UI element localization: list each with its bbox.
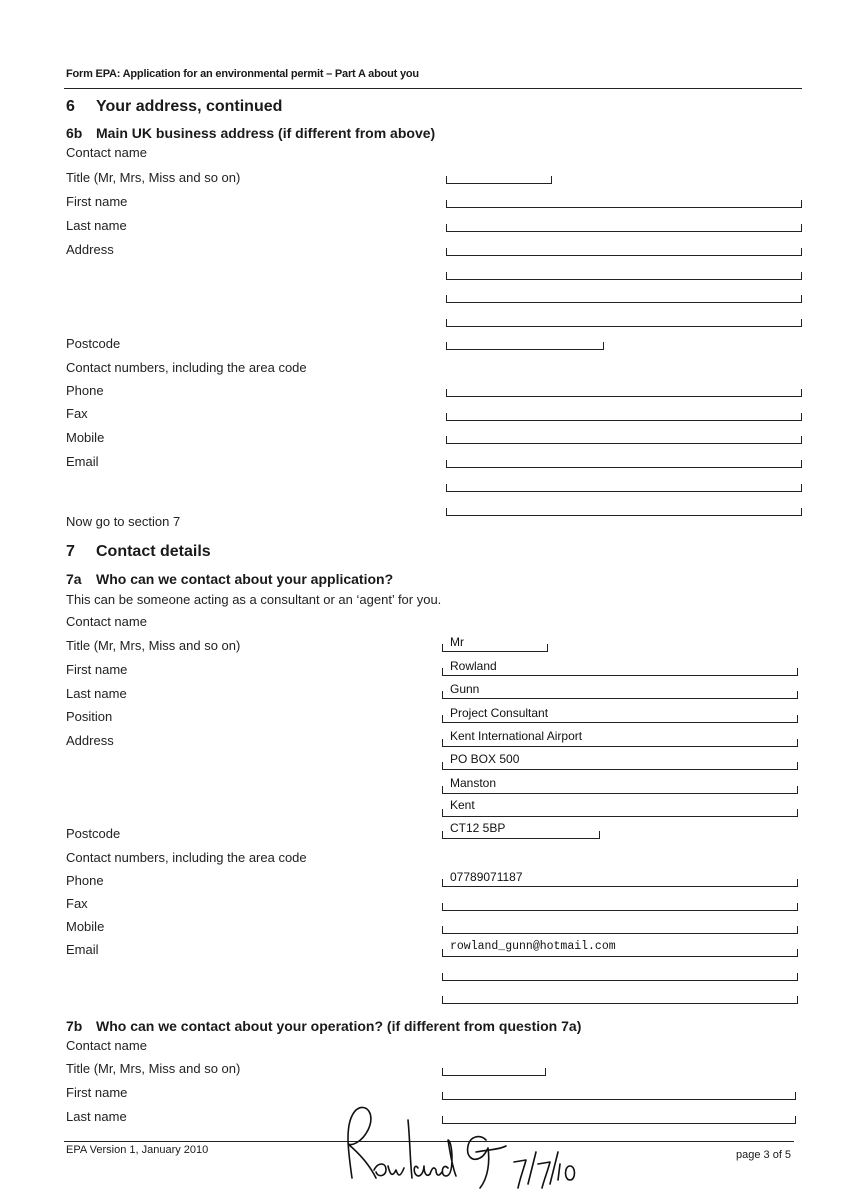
7a-title-label: Title (Mr, Mrs, Miss and so on) (66, 638, 241, 653)
6b-title-label: Title (Mr, Mrs, Miss and so on) (66, 170, 241, 185)
6b-fax-label: Fax (66, 406, 88, 421)
6b-address-field-3[interactable] (446, 295, 802, 303)
7a-intro-text: This can be someone acting as a consultant or an ‘agent’ for you. (66, 592, 442, 607)
6b-first-name-label: First name (66, 194, 128, 209)
7a-last-name-value: Gunn (450, 682, 480, 696)
7a-address-label: Address (66, 733, 114, 748)
7b-first-name-field[interactable] (442, 1092, 796, 1100)
7a-last-name-label: Last name (66, 686, 127, 701)
7a-postcode-label: Postcode (66, 826, 121, 841)
7b-contact-name-label: Contact name (66, 1038, 147, 1053)
7a-postcode-value: CT12 5BP (450, 821, 506, 835)
7a-mobile-label: Mobile (66, 919, 105, 934)
7a-position-label: Position (66, 709, 113, 724)
6b-goto-note: Now go to section 7 (66, 514, 181, 529)
footer-version: EPA Version 1, January 2010 (66, 1144, 209, 1156)
6b-email-field-1[interactable] (446, 460, 802, 468)
7a-last-name-field[interactable] (442, 691, 798, 699)
6b-email-label: Email (66, 454, 99, 469)
7a-first-name-value: Rowland (450, 659, 497, 673)
7a-contact-numbers-label: Contact numbers, including the area code (66, 850, 307, 865)
header-rule (64, 88, 802, 89)
6b-contact-name-label: Contact name (66, 145, 147, 160)
7b-last-name-label: Last name (66, 1109, 127, 1124)
6b-postcode-label: Postcode (66, 336, 121, 351)
7a-address-value-1: Kent International Airport (450, 729, 583, 743)
7a-fax-label: Fax (66, 896, 88, 911)
6b-title-field[interactable] (446, 176, 552, 184)
7a-title-value: Mr (450, 635, 464, 649)
subsection-number: 7b (66, 1018, 83, 1034)
section-title: Contact details (96, 543, 211, 560)
6b-email-field-2[interactable] (446, 484, 802, 492)
7b-title-label: Title (Mr, Mrs, Miss and so on) (66, 1061, 241, 1076)
6b-last-name-field[interactable] (446, 224, 802, 232)
subsection-title: Who can we contact about your application? (96, 571, 394, 587)
7a-phone-value: 07789071187 (450, 870, 523, 884)
7a-email-label: Email (66, 942, 99, 957)
7a-contact-name-label: Contact name (66, 614, 147, 629)
subsection-title: Main UK business address (if different from above) (96, 125, 436, 141)
6b-phone-label: Phone (66, 383, 104, 398)
section-title: Your address, continued (96, 98, 283, 115)
section-6-heading (66, 98, 282, 116)
section-6b-heading (66, 125, 435, 141)
subsection-number: 7a (66, 571, 82, 587)
6b-address-label: Address (66, 242, 114, 257)
subsection-title: Who can we contact about your operation? (if different from question 7a) (96, 1018, 582, 1034)
7a-mobile-field[interactable] (442, 926, 798, 934)
7a-position-value: Project Consultant (450, 706, 549, 720)
form-header-title: Form EPA: Application for an environmental permit – Part A about you (66, 68, 419, 80)
6b-address-field-2[interactable] (446, 272, 802, 280)
7a-address-value-4: Kent (450, 798, 475, 812)
6b-last-name-label: Last name (66, 218, 127, 233)
7a-email-value: rowland_gunn@hotmail.com (450, 940, 616, 953)
6b-fax-field[interactable] (446, 413, 802, 421)
7a-address-value-3: Manston (450, 776, 497, 790)
6b-address-field-1[interactable] (446, 248, 802, 256)
subsection-number: 6b (66, 125, 83, 141)
handwritten-signature (330, 1100, 580, 1195)
6b-mobile-field[interactable] (446, 436, 802, 444)
6b-address-field-4[interactable] (446, 319, 802, 327)
7b-title-field[interactable] (442, 1068, 546, 1076)
7a-email-field-3[interactable] (442, 996, 798, 1004)
7a-address-value-2: PO BOX 500 (450, 752, 520, 766)
7a-address-field-4[interactable] (442, 809, 798, 817)
section-number: 7 (66, 543, 75, 560)
7b-first-name-label: First name (66, 1085, 128, 1100)
section-number: 6 (66, 98, 75, 115)
6b-postcode-field[interactable] (446, 342, 604, 350)
7a-email-field-2[interactable] (442, 973, 798, 981)
6b-email-field-3[interactable] (446, 508, 802, 516)
6b-first-name-field[interactable] (446, 200, 802, 208)
section-7a-heading (66, 571, 393, 587)
6b-phone-field[interactable] (446, 389, 802, 397)
7a-phone-label: Phone (66, 873, 104, 888)
section-7b-heading (66, 1018, 581, 1034)
section-7-heading (66, 543, 211, 561)
6b-mobile-label: Mobile (66, 430, 105, 445)
7a-fax-field[interactable] (442, 903, 798, 911)
7a-first-name-label: First name (66, 662, 128, 677)
footer-page-number: page 3 of 5 (736, 1149, 792, 1161)
6b-contact-numbers-label: Contact numbers, including the area code (66, 360, 307, 375)
